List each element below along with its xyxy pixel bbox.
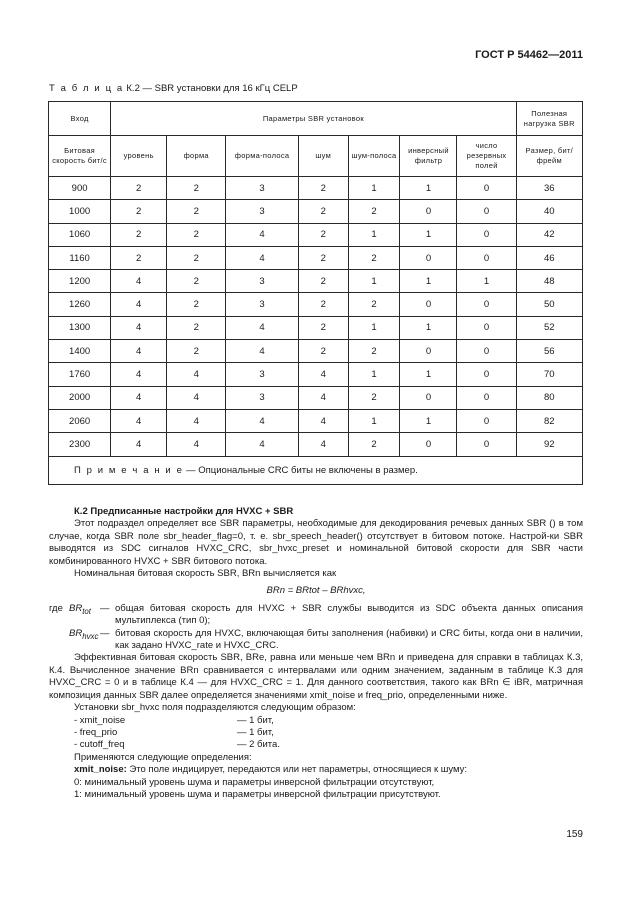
field-list	[49, 715, 583, 752]
table-cell: 2	[348, 293, 400, 316]
table-cell: 3	[226, 177, 299, 200]
table-cell: 0	[457, 316, 516, 339]
table-note	[49, 456, 583, 484]
list-item: - xmit_noise — 1 бит,	[74, 714, 274, 726]
table-caption	[49, 83, 298, 94]
table-cell: 2	[298, 223, 348, 246]
symbol-brtot: $BR_{tot}$	[69, 602, 91, 616]
paragraph-3: Эффективная битовая скорость SBR, BRe, равна или меньше чем BRn и приведена для справки в таблицах К.3, К.4. Вычисленное значение BRn сравнивается с интервалами или одним значением, заданным в таблице К.3 для HVXC_CRC = 0 и в таблице К.4 — для HVXC_CRC = 1. Для данного соответствия, такого как BRn ∈ iBR, матричная композиция данных SBR далее определяется значениями xmit_noise и freq_prio, определенными ниже.	[49, 652, 583, 701]
table-cell: 1	[400, 177, 457, 200]
table-cell: 56	[516, 340, 582, 363]
column-header: шум-полоса	[348, 136, 400, 177]
table-cell: 3	[226, 363, 299, 386]
table-cell: 2	[167, 316, 226, 339]
table-cell: 4	[226, 409, 299, 432]
table-cell: 1	[348, 363, 400, 386]
definition-value-0: 0: минимальный уровень шума и параметры инверсной фильтрации отсутствуют,	[74, 776, 435, 788]
table-cell: 3	[226, 270, 299, 293]
table-cell: 2	[348, 200, 400, 223]
table-cell: 4	[111, 386, 167, 409]
table-cell: 4	[111, 270, 167, 293]
table-row	[49, 200, 583, 223]
table-cell: 2	[167, 293, 226, 316]
table-cell: 1	[400, 363, 457, 386]
table-cell: 2	[167, 223, 226, 246]
definition-xmit-noise: xmit_noise: Это поле индицирует, передаются или нет параметры, относящиеся к шуму:	[74, 764, 468, 776]
table-cell: 70	[516, 363, 582, 386]
table-cell: 36	[516, 177, 582, 200]
table-cell: 2	[167, 340, 226, 363]
column-header: форма	[167, 136, 226, 177]
table-cell: 0	[457, 223, 516, 246]
table-row	[49, 409, 583, 432]
table-cell: 92	[516, 433, 582, 456]
table-cell: 0	[457, 177, 516, 200]
table-cell: 2000	[49, 386, 111, 409]
list-item: - cutoff_freq — 2 бита.	[74, 739, 280, 751]
table-row	[49, 246, 583, 269]
symbol-brhvxc: $BR_{hvxc}$	[69, 627, 99, 641]
table-cell: 2	[111, 223, 167, 246]
table-cell: 4	[298, 409, 348, 432]
table-row	[49, 293, 583, 316]
table-cell: 2300	[49, 433, 111, 456]
table-cell: 4	[111, 316, 167, 339]
column-header: число резервных полей	[457, 136, 516, 177]
header-input: Вход	[49, 102, 111, 136]
table-cell: 1	[348, 270, 400, 293]
column-header: шум	[298, 136, 348, 177]
paragraph-4: Установки sbr_hvxc поля подразделяются следующим образом:	[74, 702, 356, 714]
table-cell: 1	[348, 177, 400, 200]
table-cell: 4	[111, 363, 167, 386]
table-cell: 4	[226, 340, 299, 363]
note-text: — Опциональные CRC биты не включены в размер.	[186, 464, 418, 476]
table-cell: 0	[457, 386, 516, 409]
table-cell: 2	[348, 433, 400, 456]
note-prefix: П р и м е ч а н и е	[74, 464, 184, 476]
table-cell: 48	[516, 270, 582, 293]
table-row	[49, 433, 583, 456]
table-cell: 4	[298, 363, 348, 386]
table-cell: 1	[400, 316, 457, 339]
table-cell: 4	[226, 316, 299, 339]
table-cell: 2	[298, 200, 348, 223]
definition-value-1: 1: минимальный уровень шума и параметры инверсной фильтрации присутствуют.	[74, 788, 441, 800]
header-payload: Полезная нагрузка SBR	[516, 102, 582, 136]
table-cell: 0	[400, 433, 457, 456]
table-cell: 1	[400, 223, 457, 246]
table-column-header-row	[49, 136, 583, 177]
table-cell: 52	[516, 316, 582, 339]
table-cell: 2	[111, 246, 167, 269]
table-cell: 1	[400, 270, 457, 293]
table-cell: 2	[167, 270, 226, 293]
table-row	[49, 340, 583, 363]
caption-text: К.2 — SBR установки для 16 кГц CELP	[126, 83, 298, 94]
table-cell: 0	[400, 386, 457, 409]
table-cell: 2	[298, 177, 348, 200]
table-cell: 40	[516, 200, 582, 223]
table-cell: 2	[167, 246, 226, 269]
table-cell: 4	[226, 223, 299, 246]
table-cell: 2	[167, 177, 226, 200]
table-cell: 4	[298, 433, 348, 456]
table-cell: 50	[516, 293, 582, 316]
table-cell: 0	[457, 200, 516, 223]
table-cell: 4	[298, 386, 348, 409]
table-cell: 4	[111, 293, 167, 316]
table-cell: 46	[516, 246, 582, 269]
table-cell: 4	[226, 433, 299, 456]
table-cell: 2	[111, 200, 167, 223]
table-cell: 2	[298, 246, 348, 269]
table-cell: 3	[226, 200, 299, 223]
table-cell: 2	[348, 340, 400, 363]
header-params: Параметры SBR установок	[111, 102, 516, 136]
page-number: 159	[566, 829, 583, 840]
table-cell: 4	[167, 433, 226, 456]
list-item: - freq_prio — 1 бит,	[74, 726, 274, 738]
table-cell: 1200	[49, 270, 111, 293]
table-cell: 1	[348, 223, 400, 246]
column-header: форма-полоса	[226, 136, 299, 177]
table-cell: 3	[226, 386, 299, 409]
table-cell: 2	[167, 200, 226, 223]
column-header: инверсный фильтр	[400, 136, 457, 177]
table-cell: 42	[516, 223, 582, 246]
paragraph-1: Этот подраздел определяет все SBR параметры, необходимые для декодирования речевых данных SBR () в том случае, когда SBR поле sbr_header_flag=0, т. е. sbr_speech_header() отсутствует в битовом потоке. Настрой-ки SBR выводятся из SDC сигналов HVXC_CRC, sbr_hvxc_preset и номинальной битовой скорости для SBR части комбинированного HVXC + SBR битового потока.	[49, 518, 583, 567]
paragraph-5: Применяются следующие определения:	[74, 751, 252, 763]
standard-header: ГОСТ Р 54462—2011	[475, 49, 583, 61]
table-row	[49, 316, 583, 339]
table-cell: 2	[298, 340, 348, 363]
table-cell: 4	[226, 246, 299, 269]
section-title: К.2 Предписанные настройки для HVXC + SBR	[74, 506, 294, 517]
table-row	[49, 270, 583, 293]
sbr-settings-table	[48, 101, 583, 485]
table-cell: 1260	[49, 293, 111, 316]
table-cell: 2060	[49, 409, 111, 432]
table-row	[49, 386, 583, 409]
table-cell: 2	[348, 386, 400, 409]
table-cell: 2	[348, 246, 400, 269]
table-cell: 0	[400, 246, 457, 269]
table-cell: 0	[457, 246, 516, 269]
equation: BRn = BRtot – BRhvxc,	[266, 585, 366, 597]
table-cell: 1	[457, 270, 516, 293]
table-cell: 4	[111, 433, 167, 456]
table-cell: 0	[400, 200, 457, 223]
paragraph-2: Номинальная битовая скорость SBR, BRn вычисляется как	[74, 568, 337, 580]
table-cell: 0	[400, 340, 457, 363]
table-cell: 1300	[49, 316, 111, 339]
table-cell: 1760	[49, 363, 111, 386]
table-cell: 4	[167, 386, 226, 409]
column-header: уровень	[111, 136, 167, 177]
table-cell: 4	[167, 409, 226, 432]
table-group-header-row	[49, 102, 583, 136]
caption-prefix: Т а б л и ц а	[49, 83, 124, 94]
table-cell: 0	[457, 409, 516, 432]
column-header: Битовая скорость бит/с	[49, 136, 111, 177]
table-cell: 0	[457, 293, 516, 316]
table-cell: 2	[111, 177, 167, 200]
where-item-hvxc: $BR_{hvxc}$ — битовая скорость для HVXC, включающая биты заполнения (набивки) и CRC биты, когда они в наличии, как задано HVXC_rate и HVXC_CRC.	[69, 627, 583, 652]
table-row	[49, 223, 583, 246]
table-cell: 80	[516, 386, 582, 409]
table-cell: 4	[167, 363, 226, 386]
table-cell: 4	[111, 340, 167, 363]
table-cell: 0	[457, 363, 516, 386]
table-cell: 1	[348, 316, 400, 339]
where-item-tot: где $BR_{tot}$ — общая битовая скорость для HVXC + SBR службы выводится из SDC объекта данных описания мультиплекса (тип 0);	[49, 602, 583, 627]
table-cell: 1160	[49, 246, 111, 269]
table-cell: 2	[298, 270, 348, 293]
table-row	[49, 177, 583, 200]
section-body	[49, 506, 583, 801]
table-cell: 2	[298, 293, 348, 316]
table-row	[49, 363, 583, 386]
table-cell: 1060	[49, 223, 111, 246]
table-cell: 4	[111, 409, 167, 432]
table-cell: 1	[400, 409, 457, 432]
table-cell: 1	[348, 409, 400, 432]
table-cell: 82	[516, 409, 582, 432]
column-header: Размер, бит/фрейм	[516, 136, 582, 177]
table-cell: 1000	[49, 200, 111, 223]
table-cell: 0	[400, 293, 457, 316]
table-cell: 3	[226, 293, 299, 316]
table-cell: 0	[457, 340, 516, 363]
table-cell: 900	[49, 177, 111, 200]
table-cell: 2	[298, 316, 348, 339]
table-cell: 1400	[49, 340, 111, 363]
table-cell: 0	[457, 433, 516, 456]
